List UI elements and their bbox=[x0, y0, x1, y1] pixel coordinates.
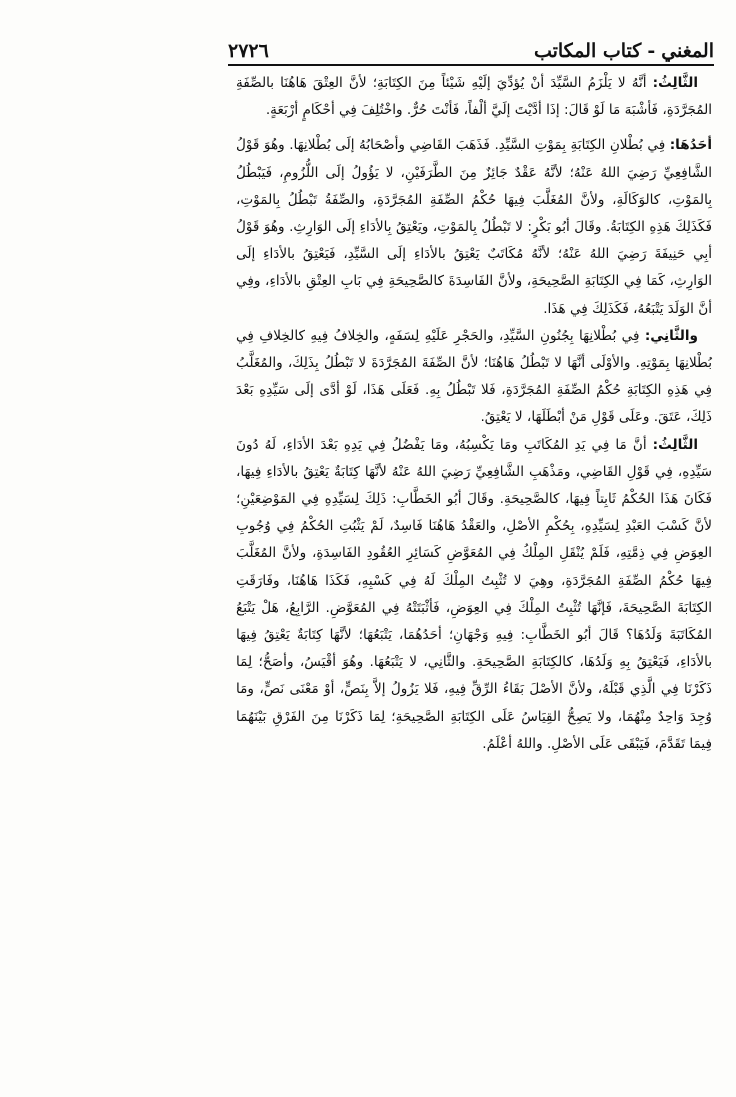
paragraph-first-rule bbox=[236, 132, 712, 322]
paragraph-text: أنَّهُ لا يَلْزَمُ السَّيِّدَ أنْ يُؤدِّيَ إلَيْهِ شَيْئاً مِنَ الكِتَابَةِ؛ لأنَّ العِتْقَ هَاهُنَا بالصِّفَةِ المُجَرَّدَةِ، فَأشْبَهَ مَا لَوْ قَالَ: إذَا أدَّيْتَ إلَيَّ ألْفاً، فَأنْتَ حُرٌّ. واخْتُلِفَ فِي أحْكَامٍ أرْبَعَةٍ. bbox=[236, 75, 712, 119]
paragraph-lead: أحَدُهَا: bbox=[669, 137, 712, 154]
paragraph-lead: والثَّانِي: bbox=[644, 327, 698, 344]
paragraph-second-rule bbox=[236, 323, 712, 432]
paragraph-third-rule bbox=[236, 432, 712, 758]
paragraph-lead: الثَّالِثُ: bbox=[652, 75, 698, 91]
book-title: المغني bbox=[661, 40, 714, 62]
page-number: ٢٧٢٦ bbox=[228, 40, 269, 62]
paragraph-text: فِي بُطْلانِهَا بِجُنُونِ السَّيِّدِ، والحَجْرِ عَلَيْهِ لِسَفَهٍ، والخِلافُ فِيهِ كالخِلافِ فِي بُطْلانِهَا بِمَوْتِهِ. والأوْلَى أنَّهَا لا تَبْطُلُ هَاهُنَا؛ لأنَّ الصِّفَةَ المُجَرَّدَةَ لا تَبْطُلُ بِذَلِكَ، والمُغَلَّبُ فِي هَذِهِ الكِتَابَةِ حُكْمُ الصِّفَةِ المُجَرَّدَةِ، فَلا تَبْطُلُ بِهِ. فَعَلَى هَذَا، لَوْ أدَّى إلَى سَيِّدِهِ بَعْدَ ذَلِكَ، عَتَقَ. وعَلَى قَوْلِ مَنْ أبْطَلَهَا، لا يَعْتِقُ. bbox=[236, 327, 712, 426]
paragraph-text: أنَّ مَا فِي يَدِ المُكَاتَبِ ومَا يَكْسِبُهُ، ومَا يَفْضُلُ فِي يَدِهِ بَعْدَ الأدَاءِ، لَهُ دُونَ سَيِّدِهِ، فِي قَوْلِ القَاضِي، ومَذْهَبِ الشَّافِعِيِّ رَضِيَ اللهُ عَنْهُ لأنَّهَا كِتَابَةٌ يَعْتِقُ بالأدَاءِ فِيهَا، فَكَانَ هَذَا الحُكْمُ ثَابِتاً فِيهَا، كالصَّحِيحَةِ. وقَالَ أبُو الخَطَّابِ: ذَلِكَ لِسَيِّدِهِ فِي المَوْضِعَيْنِ؛ لأنَّ كَسْبَ العَبْدِ لِسَيِّدِهِ، بِحُكْمِ الأصْلِ، والعَقْدُ هَاهُنَا فَاسِدٌ، لَمْ يَثْبُتِ الحُكْمُ فِي وُجُوبِ العِوَضِ فِي ذِمَّتِهِ، فَلَمْ يُنْقَلِ المِلْكُ فِي المُعَوَّضِ كَسَائِرِ العُقُودِ الفَاسِدَةِ، ولأنَّ المُغَلَّبَ فِيهَا حُكْمُ الصِّفَةِ المُجَرَّدَةِ، وهِيَ لا تُثْبِتُ المِلْكَ لَهُ فِي كَسْبِهِ، فَكَذَا هَاهُنَا، وفَارَقَتِ الكِتَابَةَ الصَّحِيحَةَ، فَإنَّهَا تُثْبِتُ المِلْكَ فِي العِوَضِ، فَأثْبَتَتْهُ فِي المُعَوَّضِ. الرَّابِعُ، هَلْ يَتْبَعُ المُكَاتَبَةَ وَلَدُهَا؟ قَالَ أبُو الخَطَّابِ: فِيهِ وَجْهَانِ؛ أحَدُهُمَا، يَتْبَعُهَا؛ لأنَّهَا كِتَابَةٌ يَعْتِقُ فِيهَا بالأدَاءِ، فَيَعْتِقُ بِهِ وَلَدُهَا، كالكِتَابَةِ الصَّحِيحَةِ. والثَّانِي، لا يَتْبَعُهَا. وهُوَ أقْيَسُ، وأصَحُّ؛ لِمَا ذَكَرْنَا فِي الَّذِي قَبْلَهُ، ولأنَّ الأصْلَ بَقَاءُ الرِّقِّ فِيهِ، فَلا يَزُولُ إلاَّ بِنَصٍّ، أوْ مَعْنَى نَصٍّ، ومَا وُجِدَ وَاحِدٌ مِنْهُمَا، ولا يَصِحُّ القِيَاسُ عَلَى الكِتَابَةِ الصَّحِيحَةِ؛ لِمَا ذَكَرْنَا مِنَ الفَرْقِ بَيْنَهُمَا فِيمَا تَقَدَّمَ، فَيَبْقَى عَلَى الأصْلِ. واللهُ أعْلَمُ. bbox=[236, 436, 712, 752]
paragraph-third-ruling bbox=[236, 70, 712, 124]
page-header bbox=[228, 34, 714, 62]
chapter-title: كتاب المكاتب bbox=[533, 40, 642, 62]
paragraph-lead: الثَّالِثُ: bbox=[652, 436, 698, 453]
title-separator: - bbox=[647, 40, 656, 62]
body-text bbox=[236, 70, 712, 758]
paragraph-text: فِي بُطْلانِ الكِتَابَةِ بِمَوْتِ السَّيِّدِ. فَذَهَبَ القَاضِي وأصْحَابُهُ إلَى بُطْلانِهَا. وهُوَ قَوْلُ الشَّافِعِيِّ رَضِيَ اللهُ عَنْهُ؛ لأنَّهُ عَقْدٌ جَائِزٌ مِنَ الطَّرَفَيْنِ، لا يَؤُولُ إلَى اللُّزُومِ، فَيَبْطُلُ بِالمَوْتِ، كالوَكَالَةِ، ولأنَّ المُغَلَّبَ فِيهَا حُكْمُ الصِّفَةِ المُجَرَّدَةِ، والصِّفَةُ تَبْطُلُ بِالمَوْتِ، فَكَذَلِكَ هَذِهِ الكِتَابَةُ. وقَالَ أبُو بَكْرٍ: لا تَبْطُلُ بِالمَوْتِ، ويَعْتِقُ بِالأدَاءِ إلَى الوَارِثِ. وهُوَ قَوْلُ أبِي حَنِيفَةَ رَضِيَ اللهُ عَنْهُ؛ لأنَّهُ مُكَاتَبٌ يَعْتِقُ بالأدَاءِ إلَى السَّيِّدِ، فَيَعْتِقُ بالأدَاءِ إلَى الوَارِثِ، كَمَا فِي الكِتَابَةِ الصَّحِيحَةِ، ولأنَّ الفَاسِدَةَ كالصَّحِيحَةِ فِي بَابِ العِتْقِ بالأدَاءِ، وفِي أنَّ الوَلَدَ يَتْبَعُهُ، فَكَذَلِكَ فِي هَذَا. bbox=[236, 137, 712, 317]
running-title bbox=[534, 40, 714, 62]
header-rule bbox=[228, 64, 714, 66]
